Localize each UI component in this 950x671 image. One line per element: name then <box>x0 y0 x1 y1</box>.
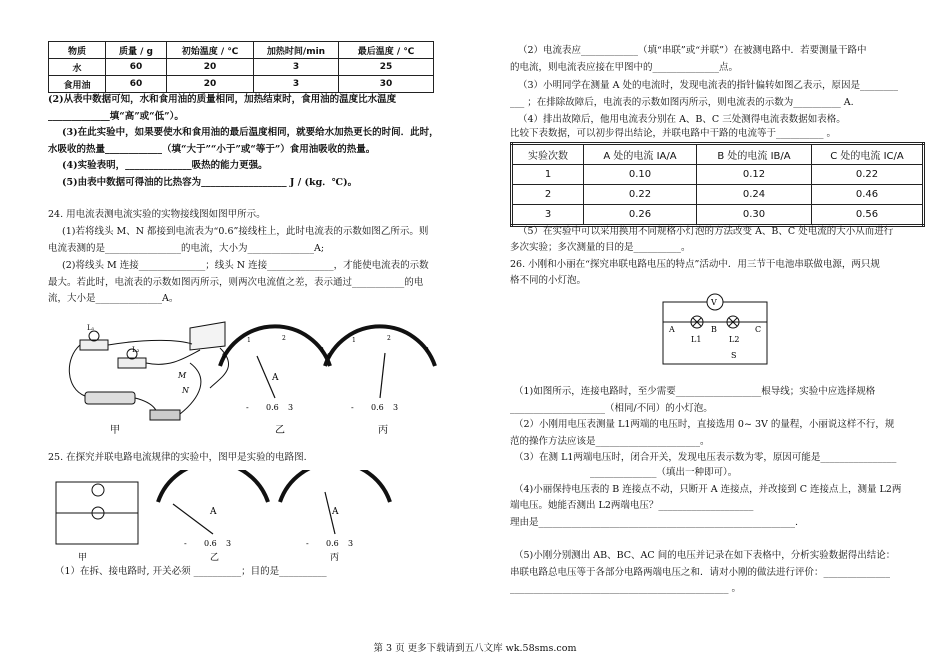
table-header: 实验次数 <box>512 144 584 165</box>
table-cell: 水 <box>49 59 106 76</box>
q24-line-6: 流，大小是______________A。 <box>48 293 179 304</box>
r-line-18: 端电压。她能否测出 L2两端电压？____________________ <box>510 500 754 511</box>
r-line-20: （5)小刚分别测出 AB、BC、AC 间的电压并记录在如下表格中，分析实验数据得出结论： <box>514 550 896 561</box>
label-l1: L1 <box>691 335 702 344</box>
label-n: N <box>182 386 189 395</box>
q23-line-3: (3)在此实验中，如果要使水和食用油的最后温度相同，就要给水加热更长的时间．此时， <box>62 127 439 138</box>
table-row <box>49 76 434 93</box>
label-l1: L₁ <box>87 324 95 332</box>
table-row <box>512 205 924 226</box>
table-cell: 0.22 <box>812 165 924 185</box>
q23-line-1: (2)从表中数据可知，水和食用油的质量相同，加热结束时，食用油的温度比水温度 <box>48 94 397 105</box>
table-cell: 0.24 <box>697 185 812 205</box>
r-line-5: （4）排出故障后，他用电流表分别在 A、B、C 三处测得电流表数据如表格。 <box>518 114 846 125</box>
label-s: S <box>731 351 737 360</box>
r-line-15: （3）在测 L1两端电压时，闭合开关，发现电压表示数为零，原因可能是________________ <box>514 452 897 463</box>
table-header: A 处的电流 IA/A <box>584 144 697 165</box>
table-header: B 处的电流 IB/A <box>697 144 812 165</box>
tick-label: 0 <box>327 353 331 360</box>
r-line-4: ___ ；在排除故障后，电流表的示数如图丙所示，则电流表的示数为__________ A. <box>510 97 854 108</box>
r-line-19: 理由是______________________________________________________. <box>510 517 799 528</box>
table-cell: 0.30 <box>697 205 812 226</box>
tick-label: 3 <box>425 347 429 354</box>
series-circuit-figure <box>655 292 775 374</box>
page-footer: 第 3 页 更多下载请到五八文库 wk.58sms.com <box>373 643 577 654</box>
table-header: 初始温度 / ℃ <box>167 42 254 59</box>
terminal-label: 3 <box>226 539 232 548</box>
terminal-label: 3 <box>393 403 399 412</box>
terminal-label: 0.6 <box>326 539 339 548</box>
r-line-8: 多次实验；多次测量的目的是__________。 <box>510 242 691 253</box>
terminal-label: - <box>306 539 309 548</box>
tick-label: 2 <box>387 335 391 342</box>
r-line-22: ______________________________________________ 。 <box>510 583 742 594</box>
terminal-label: 0.6 <box>266 403 279 412</box>
r-line-11: （1)如图所示，连接电路时，至少需要__________________根导线；实验中应选择规格 <box>514 386 876 397</box>
r-line-10: 格不同的小灯泡。 <box>510 275 587 286</box>
fig-label-jia: 甲 <box>110 425 120 436</box>
label-m: M <box>178 371 187 380</box>
ammeter-yi-25 <box>158 470 268 548</box>
table-cell: 25 <box>339 59 434 76</box>
terminal-label: - <box>184 539 187 548</box>
q23-line-2: _____________填“高”或“低”）。 <box>48 111 184 122</box>
table-cell: 0.26 <box>584 205 697 226</box>
parallel-circuit <box>56 482 138 544</box>
q25-line-2: （1）在拆、接电路时, 开关必须 __________；目的是__________ <box>55 566 327 577</box>
q24-line-3: 电流表测的是________________的电流，大小为______________A; <box>48 243 325 254</box>
table-cell: 0.10 <box>584 165 697 185</box>
table-cell: 1 <box>512 165 584 185</box>
q25-figure <box>48 470 408 562</box>
table-header: C 处的电流 IC/A <box>812 144 924 165</box>
tick-label: 3 <box>320 347 324 354</box>
fig-label-bing: 丙 <box>330 553 340 562</box>
fig-label-yi: 乙 <box>210 553 220 562</box>
label-l2: L₂ <box>132 346 140 354</box>
tick-label: 0 <box>222 353 226 360</box>
table-cell: 60 <box>106 59 167 76</box>
tick-label: 1 <box>352 337 356 344</box>
table-cell: 20 <box>167 76 254 93</box>
terminal-label: 0.6 <box>371 403 384 412</box>
terminal-label: 3 <box>288 403 294 412</box>
fig-label-bing: 丙 <box>378 425 388 436</box>
table-cell: 食用油 <box>49 76 106 93</box>
q23-line-4: 水吸收的热量____________（填“大于”“小于”或“等于”）食用油吸收的热量。 <box>48 144 376 155</box>
table-cell: 0.46 <box>812 185 924 205</box>
terminal-label: 3 <box>348 539 354 548</box>
table-cell: 0.22 <box>584 185 697 205</box>
r-line-14: 范的操作方法应该是______________________。 <box>510 436 710 447</box>
table-cell: 0.56 <box>812 205 924 226</box>
wiring-diagram <box>69 322 228 420</box>
meter-unit: A <box>332 507 339 517</box>
table-cell: 20 <box>167 59 254 76</box>
table-row <box>49 59 434 76</box>
table-cell: 2 <box>512 185 584 205</box>
label-b: B <box>711 325 717 334</box>
label-c: C <box>755 325 762 334</box>
tick-label: 2 <box>282 335 286 342</box>
q24-line-1: 24. 用电流表测电流实验的实物接线图如图甲所示。 <box>48 209 266 220</box>
fig-label-yi: 乙 <box>275 425 285 436</box>
table-cell: 0.12 <box>697 165 812 185</box>
r-line-3: （3）小明同学在测量 A 处的电流时，发现电流表的指针偏转如图乙表示，原因是________ <box>518 80 898 91</box>
q25-line-1: 25. 在探究并联电路电流规律的实验中，图甲是实验的电路图. <box>48 452 307 463</box>
table-row <box>512 165 924 185</box>
meter-unit: A <box>272 373 279 383</box>
label-v: V <box>711 298 717 307</box>
terminal-label: 0.6 <box>204 539 217 548</box>
meter-needle <box>380 353 385 398</box>
terminal-label: - <box>246 403 249 412</box>
ammeter-yi <box>220 326 330 412</box>
table-cell: 30 <box>339 76 434 93</box>
ammeter-bing-25 <box>280 470 390 548</box>
r-line-1: （2）电流表应____________（填“串联”或“并联”）在被测电路中．若要测量干路中 <box>518 45 867 56</box>
r-line-13: （2）小刚用电压表测量 L1两端的电压时，直接选用 0~ 3V 的量程，小丽说这样不行，规 <box>514 419 895 430</box>
label-a: A <box>669 325 675 334</box>
meter-needle <box>173 504 213 534</box>
table-heating-data <box>48 41 434 93</box>
q24-figure <box>60 318 440 436</box>
table-header: 加热时间/min <box>254 42 339 59</box>
table-cell: 3 <box>254 76 339 93</box>
r-line-9: 26. 小刚和小丽在“探究串联电路电压的特点”活动中．用三节干电池串联做电源，两只规 <box>510 259 880 270</box>
label-l2: L2 <box>729 335 740 344</box>
q24-line-4: (2)将线头 M 连接______________；线头 N 连接______________，才能使电流表的示数 <box>62 260 429 271</box>
meter-unit: A <box>210 507 217 517</box>
r-line-12: ____________________（相同/不同）的小灯泡。 <box>510 403 713 414</box>
ammeter-bing <box>325 326 435 412</box>
q24-line-5: 最大。若此时，电流表的示数如图丙所示，则两次电流值之差，表示通过___________的电 <box>48 277 424 288</box>
table-header: 质量 / g <box>106 42 167 59</box>
r-line-21: 串联电路总电压等于各部分电路两端电压之和．请对小刚的做法进行评价：______________ <box>510 567 891 578</box>
r-line-6: 比较下表数据，可以初步得出结论，并联电路中干路的电流等于__________ 。 <box>510 128 837 139</box>
table-cell: 3 <box>254 59 339 76</box>
table-cell: 3 <box>512 205 584 226</box>
q24-line-2: (1)若将线头 M、N 都接到电流表为“0.6”接线柱上，此时电流表的示数如图乙所示。则 <box>62 226 429 237</box>
table-header-row <box>512 144 924 165</box>
table-header: 物质 <box>49 42 106 59</box>
q23-line-6: (5)由表中数据可得油的比热容为__________________ J / (kg．℃)。 <box>62 177 358 188</box>
table-current-data <box>510 142 925 227</box>
r-line-16: ______________（填出一种即可）。 <box>590 467 738 478</box>
table-row <box>512 185 924 205</box>
terminal-label: - <box>351 403 354 412</box>
tick-label: 1 <box>247 337 251 344</box>
table-cell: 60 <box>106 76 167 93</box>
r-line-17: （4)小丽保持电压表的 B 连接点不动，只断开 A 连接点，并改接到 C 连接点上，测量 L2两 <box>514 484 902 495</box>
q23-line-5: (4)实验表明，______________吸热的能力更强。 <box>62 160 268 171</box>
r-line-7: （5）在实验中可以采用换用不同规格小灯泡的方法改变 A、B、C 处电流的大小从而进行 <box>518 226 894 237</box>
table-header-row <box>49 42 434 59</box>
fig-label-jia: 甲 <box>78 553 88 562</box>
r-line-2: 的电流，则电流表应接在甲图中的______________点。 <box>510 62 739 73</box>
table-header: 最后温度 / ℃ <box>339 42 434 59</box>
